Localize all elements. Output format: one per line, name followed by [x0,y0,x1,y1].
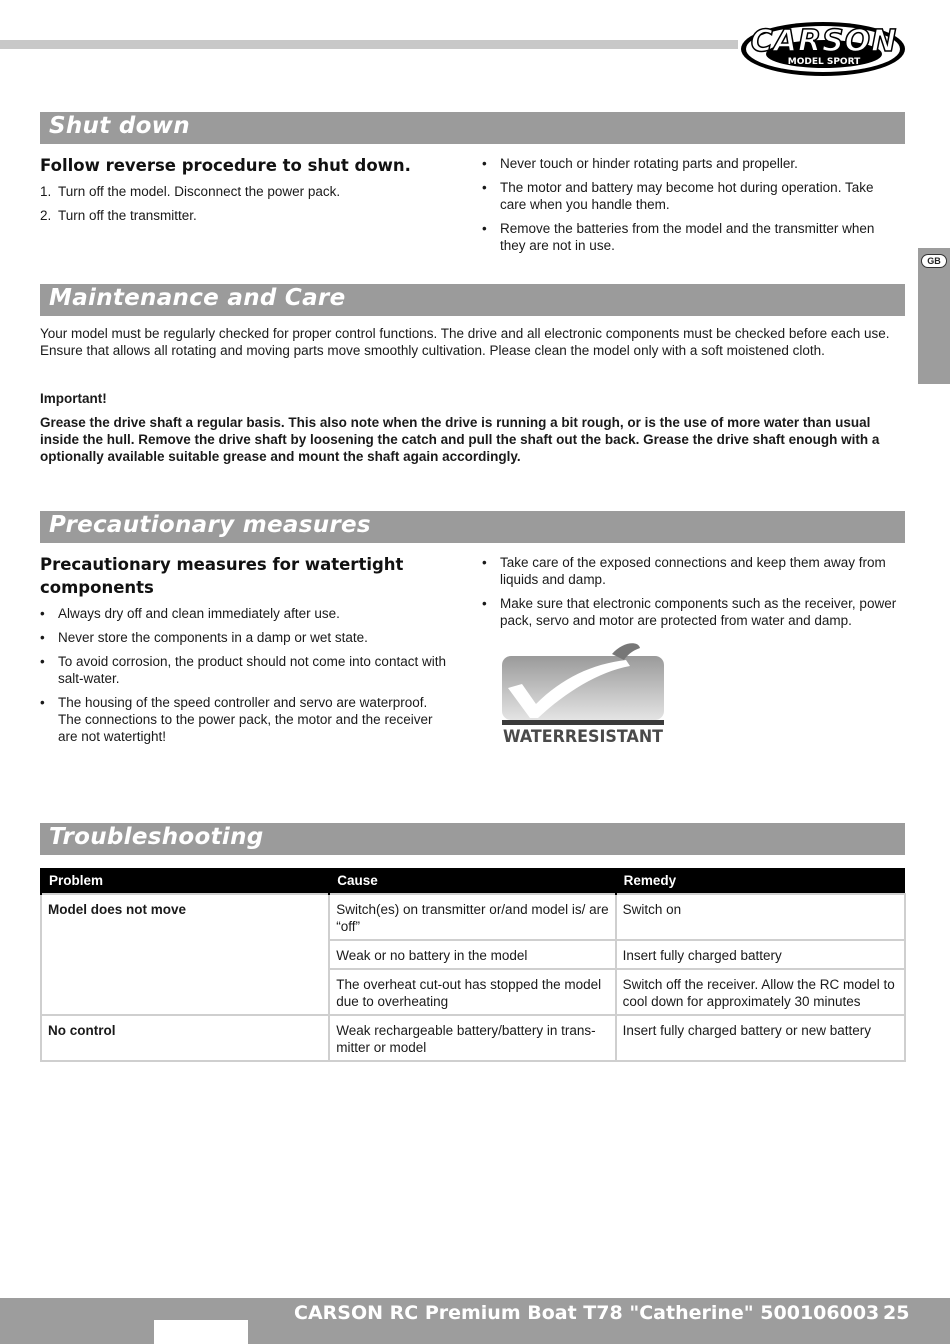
bullet-icon: • [40,654,45,669]
section-title-precaution: Precautionary measures [49,512,371,538]
list-item [40,183,460,200]
precaution-right-bullets [482,554,902,636]
section-band-maintenance [40,284,905,316]
list-item [40,653,450,687]
precaution-left-bullets [40,605,450,752]
badge-text: WATERRESISTANT [503,727,664,746]
waterresistant-badge-icon [500,640,666,746]
cause-cell: Weak or no battery in the model [329,940,615,969]
logo-brand: CARSON [750,24,898,59]
bullet-text: Never touch or hinder rotating parts and propeller. [500,156,798,171]
list-item [40,694,450,745]
problem-cell: Model does not move [41,894,329,1015]
bullet-text: The motor and battery may become hot during operation. Take care when you handle them. [500,180,874,212]
section-title-shutdown: Shut down [49,113,190,139]
table-row [41,894,905,940]
step-number: 1. [40,184,52,199]
bullet-text: Make sure that electronic components such as the receiver, power pack, servo and motor are protected from water and damp. [500,596,897,628]
bullet-icon: • [482,180,487,195]
bullet-text: Always dry off and clean immediately after use. [58,606,340,621]
step-number: 2. [40,208,52,223]
section-band-troubleshooting [40,823,905,855]
section-title-troubleshooting: Troubleshooting [49,824,264,850]
bullet-icon: • [40,630,45,645]
footer-title: CARSON RC Premium Boat T78 "Catherine" 500106003 [294,1302,880,1324]
column-header-problem: Problem [41,868,329,894]
list-item [482,155,897,172]
list-item [40,207,460,224]
bullet-icon: • [482,156,487,171]
important-label: Important! [40,391,107,406]
language-tab-label: GB [921,254,947,268]
carson-logo [738,18,908,80]
bullet-icon: • [40,695,45,710]
footer-white-block [154,1320,248,1344]
bullet-text: Remove the batteries from the model and the transmitter when they are not in use. [500,221,875,253]
cause-cell: Switch(es) on transmitter or/and model is/ are “off” [329,894,615,940]
list-item [482,554,902,588]
step-text: Turn off the transmitter. [58,208,197,223]
remedy-cell: Switch on [616,894,905,940]
bullet-icon: • [482,555,487,570]
column-header-cause: Cause [329,868,615,894]
section-band-precaution [40,511,905,543]
bullet-text: Take care of the exposed connections and keep them away from liquids and damp. [500,555,886,587]
maintenance-paragraph: Your model must be regularly checked for proper control functions. The drive and all electronic components must be checked before each use. Ensure that allows all rotating and moving parts move smoothly cultivation. Please clean the model only with a soft moistened cloth. [40,326,890,358]
column-header-remedy: Remedy [616,868,905,894]
shutdown-steps [40,183,460,231]
bullet-icon: • [40,606,45,621]
remedy-cell: Insert fully charged battery [616,940,905,969]
bullet-text: The housing of the speed controller and servo are waterproof. The connections to the power pack, the motor and the receiver are not watertight! [58,695,433,744]
important-text: Grease the drive shaft a regular basis. This also note when the drive is running a bit rough, or is the use of more water than usual inside the hull. Remove the drive shaft by loosening the catch and pull the shaft out the back. Grease the drive shaft enough with a optionally available suitable grease and mount the shaft again accordingly. [40,415,880,464]
list-item [482,220,897,254]
shutdown-bullets [482,155,897,261]
bullet-text: Never store the components in a damp or wet state. [58,630,368,645]
cause-cell: Weak rechargeable battery/battery in trans-mitter or model [329,1015,615,1061]
table-row [41,1015,905,1061]
shutdown-subheading: Follow reverse procedure to shut down. [40,156,411,175]
list-item [482,595,902,629]
troubleshooting-table [40,868,906,1062]
logo-tagline: MODEL SPORT [787,57,861,67]
bullet-icon: • [482,221,487,236]
list-item [40,605,450,622]
section-band-shutdown [40,112,905,144]
bullet-text: To avoid corrosion, the product should not come into contact with salt-water. [58,654,446,686]
remedy-cell: Insert fully charged battery or new battery [616,1015,905,1061]
top-rule [0,40,738,49]
language-tab [918,248,950,384]
step-text: Turn off the model. Disconnect the power pack. [58,184,341,199]
bullet-icon: • [482,596,487,611]
remedy-cell: Switch off the receiver. Allow the RC model to cool down for approximately 30 minutes [616,969,905,1015]
problem-cell: No control [41,1015,329,1061]
section-title-maintenance: Maintenance and Care [49,285,346,311]
table-header-row [41,868,905,894]
precaution-subheading: Precautionary measures for watertight components [40,555,404,597]
page-number: 25 [883,1302,910,1324]
list-item [482,179,897,213]
list-item [40,629,450,646]
cause-cell: The overheat cut-out has stopped the model due to overheating [329,969,615,1015]
